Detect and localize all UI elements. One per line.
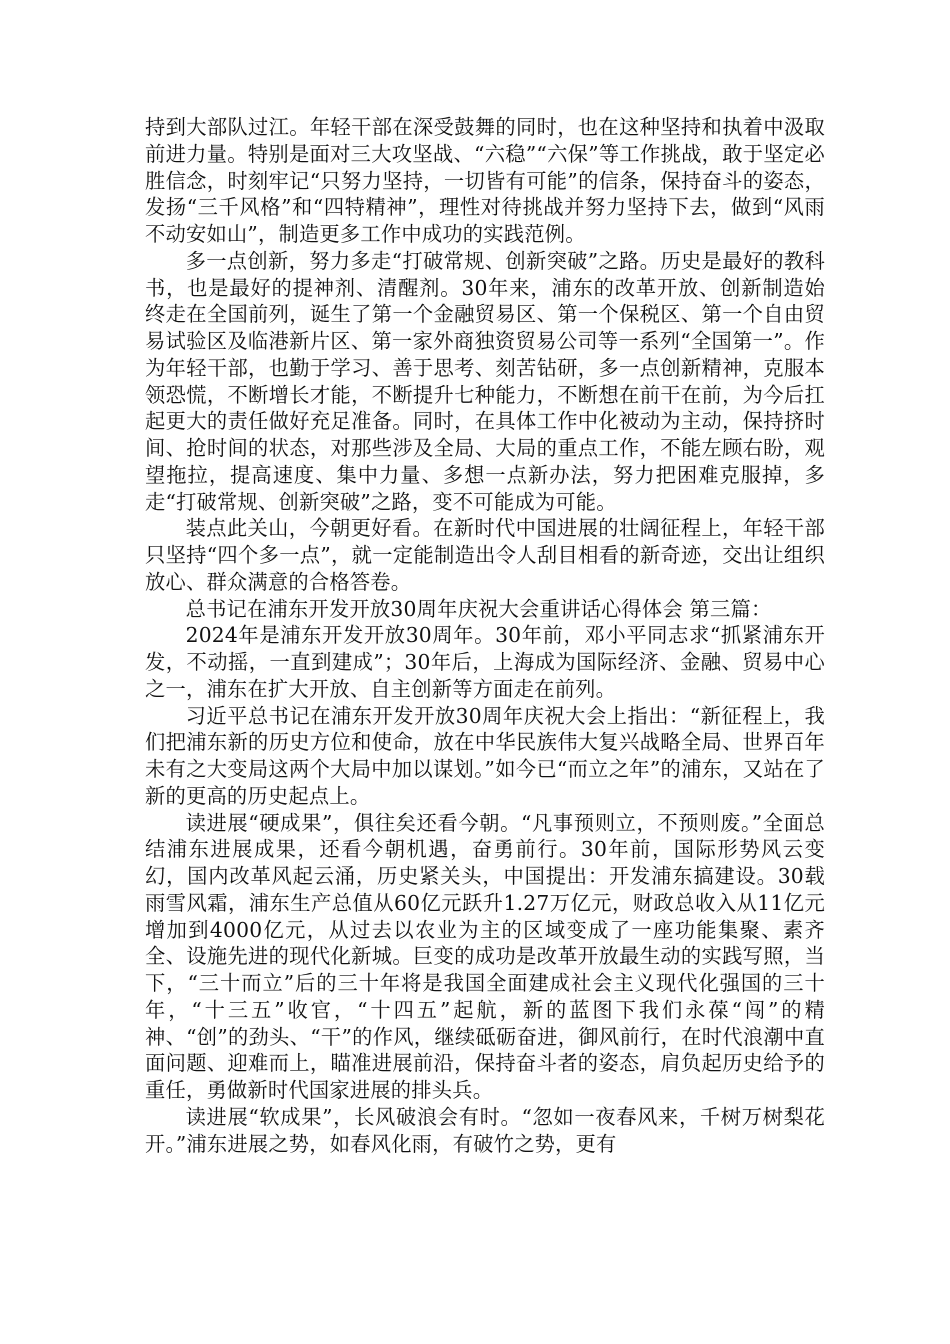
section-heading: 总书记在浦东开发开放30周年庆祝大会重讲话心得体会 第三篇： xyxy=(185,596,772,621)
paragraph: 装点此关山，今朝更好看。在新时代中国进展的壮阔征程上，年轻干部只坚持“四个多一点”，就一定能制造出令人刮目相看的新奇迹，交出让组织放心、群众满意的合格答卷。 xyxy=(145,516,825,594)
document-page xyxy=(145,114,825,1157)
paragraph: 持到大部队过江。年轻干部在深受鼓舞的同时，也在这种坚持和执着中汲取前进力量。特别是面对三大攻坚战、“六稳”“六保”等工作挑战，敢于坚定必胜信念，时刻牢记“只努力坚持，一切皆有可能”的信条，保持奋斗的姿态，发扬“三千风格”和“四特精神”，理性对待挑战并努力坚持下去，做到“风雨不动安如山”，制造更多工作中成功的实践范例。 xyxy=(145,115,825,246)
paragraph: 读进展“软成果”，长风破浪会有时。“忽如一夜春风来，千树万树梨花开。”浦东进展之势，如春风化雨，有破竹之势，更有 xyxy=(145,1104,825,1156)
paragraph: 多一点创新，努力多走“打破常规、创新突破”之路。历史是最好的教科书，也是最好的提神剂、清醒剂。30年来，浦东的改革开放、创新制造始终走在全国前列，诞生了第一个金融贸易区、第一个保税区、第一个自由贸易试验区及临港新片区、第一家外商独资贸易公司等一系列“全国第一”。作为年轻干部，也勤于学习、善于思考、刻苦钻研，多一点创新精神，克服本领恐慌，不断增长才能，不断提升七种能力，不断想在前干在前，为今后扛起更大的责任做好充足准备。同时，在具体工作中化被动为主动，保持挤时间、抢时间的状态，对那些涉及全局、大局的重点工作，不能左顾右盼，观望拖拉，提高速度、集中力量、多想一点新办法，努力把困难克服掉，多走“打破常规、创新突破”之路，变不可能成为可能。 xyxy=(145,248,825,514)
paragraph: 读进展“硬成果”，俱往矣还看今朝。“凡事预则立，不预则废。”全面总结浦东进展成果，还看今朝机遇，奋勇前行。30年前，国际形势风云变幻，国内改革风起云涌，历史紧关头，中国提出：开发浦东搞建设。30载雨雪风霜，浦东生产总值从60亿元跃升1.27万亿元，财政总收入从11亿元增加到4000亿元，从过去以农业为主的区域变成了一座功能集聚、素齐全、设施先进的现代化新城。巨变的成功是改革开放最生动的实践写照，当下，“三十而立”后的三十年将是我国全面建成社会主义现代化强国的三十年，“十三五”收官，“十四五”起航，新的蓝图下我们永葆“闯”的精神、“创”的劲头、“干”的作风，继续砥砺奋进，御风前行，在时代浪潮中直面问题、迎难而上，瞄准进展前沿，保持奋斗者的姿态，肩负起历史给予的重任，勇做新时代国家进展的排头兵。 xyxy=(145,810,825,1102)
paragraph: 2024年是浦东开发开放30周年。30年前，邓小平同志求“抓紧浦东开发，不动摇，一直到建成”；30年后，上海成为国际经济、金融、贸易中心之一，浦东在扩大开放、自主创新等方面走在前列。 xyxy=(145,623,825,701)
paragraph: 习近平总书记在浦东开发开放30周年庆祝大会上指出：“新征程上，我们把浦东新的历史方位和使命，放在中华民族伟大复兴战略全局、世界百年未有之大变局这两个大局中加以谋划。”如今已“而立之年”的浦东，又站在了新的更高的历史起点上。 xyxy=(145,703,825,808)
